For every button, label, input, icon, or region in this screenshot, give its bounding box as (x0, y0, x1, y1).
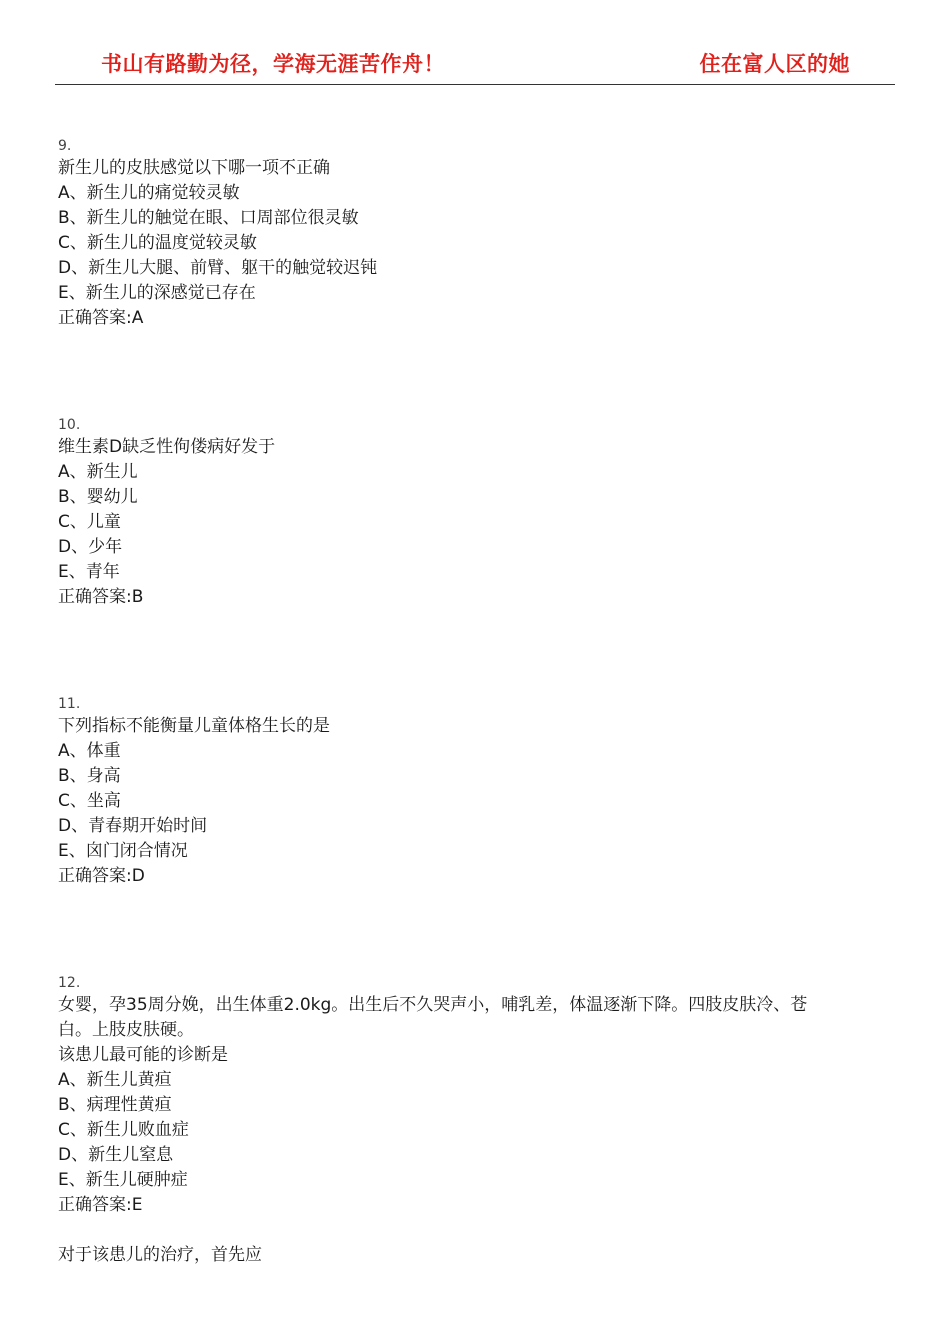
option-a: A、体重 (58, 741, 121, 761)
question-number: 11. (58, 696, 81, 712)
case-description-line-2: 白。上肢皮肤硬。 (58, 1020, 194, 1040)
question-stem: 新生儿的皮肤感觉以下哪一项不正确 (58, 158, 330, 178)
option-c: C、坐高 (58, 791, 121, 811)
correct-answer: 正确答案:D (58, 866, 145, 886)
option-c: C、儿童 (58, 512, 121, 532)
option-d: D、新生儿窒息 (58, 1145, 174, 1165)
question-stem: 下列指标不能衡量儿童体格生长的是 (58, 716, 330, 736)
option-c: C、新生儿败血症 (58, 1120, 189, 1140)
option-c: C、新生儿的温度觉较灵敏 (58, 233, 257, 253)
followup-question-stem: 对于该患儿的治疗，首先应 (58, 1245, 262, 1265)
question-9 (58, 136, 908, 331)
question-stem: 维生素D缺乏性佝偻病好发于 (58, 437, 276, 457)
option-a: A、新生儿 (58, 462, 138, 482)
question-number: 12. (58, 975, 81, 991)
option-b: B、病理性黄疸 (58, 1095, 172, 1115)
correct-answer: 正确答案:B (58, 587, 144, 607)
option-a: A、新生儿黄疸 (58, 1070, 172, 1090)
question-11 (58, 694, 908, 889)
option-d: D、新生儿大腿、前臂、躯干的触觉较迟钝 (58, 258, 378, 278)
option-b: B、新生儿的触觉在眼、口周部位很灵敏 (58, 208, 359, 228)
option-e: E、新生儿硬肿症 (58, 1170, 188, 1190)
question-number: 9. (58, 138, 72, 154)
option-e: E、囟门闭合情况 (58, 841, 188, 861)
option-a: A、新生儿的痛觉较灵敏 (58, 183, 240, 203)
option-d: D、青春期开始时间 (58, 816, 208, 836)
header-author: 住在富人区的她 (699, 51, 850, 76)
option-e: E、新生儿的深感觉已存在 (58, 283, 256, 303)
question-12 (58, 973, 908, 1218)
question-number: 10. (58, 417, 81, 433)
option-e: E、青年 (58, 562, 120, 582)
option-b: B、婴幼儿 (58, 487, 138, 507)
option-b: B、身高 (58, 766, 121, 786)
option-d: D、少年 (58, 537, 123, 557)
page-header (55, 40, 895, 85)
header-motto: 书山有路勤为径，学海无涯苦作舟！ (101, 51, 445, 76)
correct-answer: 正确答案:A (58, 308, 144, 328)
correct-answer: 正确答案:E (58, 1195, 143, 1215)
question-10 (58, 415, 908, 610)
case-description-line-1: 女婴，孕35周分娩，出生体重2.0kg。出生后不久哭声小，哺乳差，体温逐渐下降。四肢皮肤冷、苍 (58, 995, 808, 1015)
question-stem: 该患儿最可能的诊断是 (58, 1045, 228, 1065)
document-body (58, 136, 908, 1268)
